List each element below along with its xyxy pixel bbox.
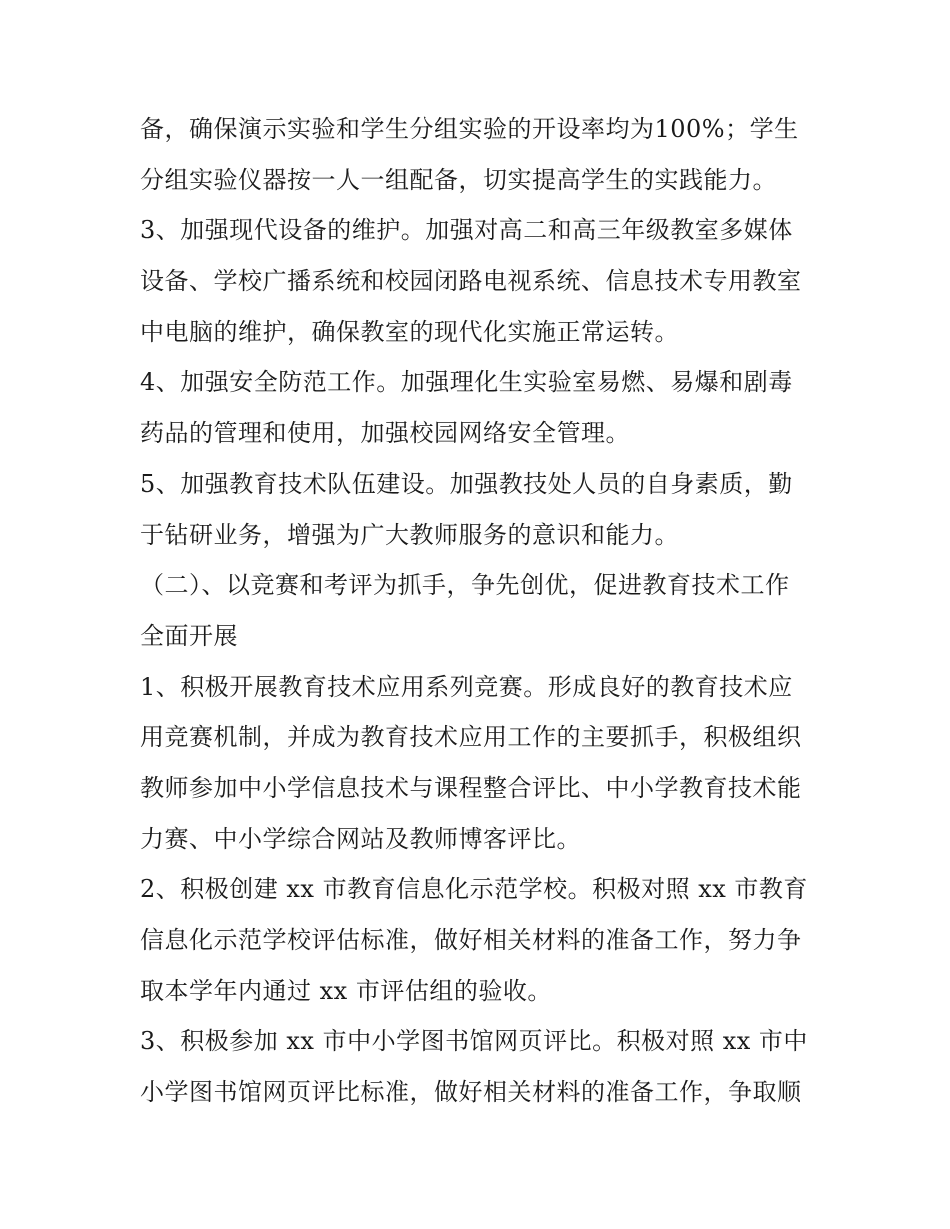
text-line: 力赛、中小学综合网站及教师博客评比。 <box>140 824 581 853</box>
text-line: 备，确保演示实验和学生分组实验的开设率均为100%；学生 <box>140 115 799 143</box>
text-line: 3、加强现代设备的维护。加强对高二和高三年级教室多媒体 <box>140 216 793 245</box>
text-line: 教师参加中小学信息技术与课程整合评比、中小学教育技术能 <box>140 773 802 802</box>
text-line: 1、积极开展教育技术应用系列竞赛。形成良好的教育技术应 <box>140 672 793 701</box>
text-line: 5、加强教育技术队伍建设。加强教技处人员的自身素质，勤 <box>140 469 793 498</box>
document-body <box>140 104 820 1118</box>
text-line: 分组实验仪器按一人一组配备，切实提高学生的实践能力。 <box>140 165 777 194</box>
text-line: 中电脑的维护，确保教室的现代化实施正常运转。 <box>140 317 679 346</box>
text-line: 用竞赛机制，并成为教育技术应用工作的主要抓手，积极组织 <box>140 723 802 752</box>
text-line: 3、积极参加 xx 市中小学图书馆网页评比。积极对照 xx 市中 <box>140 1027 808 1056</box>
text-line: 2、积极创建 xx 市教育信息化示范学校。积极对照 xx 市教育 <box>140 875 808 904</box>
text-line: 于钻研业务，增强为广大教师服务的意识和能力。 <box>140 520 679 549</box>
text-line: 药品的管理和使用，加强校园网络安全管理。 <box>140 419 630 448</box>
text-line: 信息化示范学校评估标准，做好相关材料的准备工作，努力争 <box>140 926 802 954</box>
text-line: 设备、学校广播系统和校园闭路电视系统、信息技术专用教室 <box>140 267 802 296</box>
text-line: 4、加强安全防范工作。加强理化生实验室易燃、易爆和剧毒 <box>140 368 793 397</box>
text-line: 取本学年内通过 xx 市评估组的验收。 <box>140 976 552 1005</box>
text-line: 小学图书馆网页评比标准，做好相关材料的准备工作，争取顺 <box>140 1078 802 1107</box>
section-heading-line: （二）、以竞赛和考评为抓手，争先创优，促进教育技术工作 <box>140 571 790 600</box>
section-heading-line: 全面开展 <box>140 621 238 650</box>
